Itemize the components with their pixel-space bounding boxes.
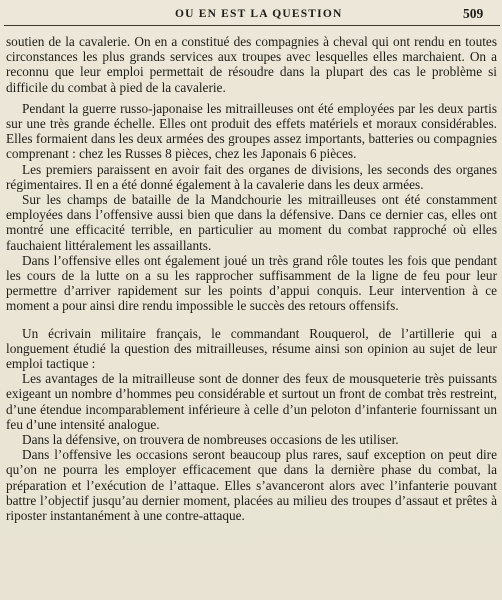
header-rule: [4, 25, 500, 26]
paragraph: Pendant la guerre russo-japonaise les mitrailleuses ont été employées par les deux partis sur une très grande échelle. Elles ont produit des effets matériels et moraux considérables. Elles formaient dans les deux armées des groupes assez importants, batteries ou compagnies comprenant : chez les Russes 8 pièces, chez les Japonais 6 pièces.: [6, 100, 497, 162]
paragraph: Sur les champs de bataille de la Mandchourie les mitrailleuses ont été constamment employées dans l’offensive aussi bien que dans la défensive. Dans ce dernier cas, elles ont montré une efficacité terrible, en particulier au moment du combat rapproché où elles fauchaient littéralement les assaillants.: [6, 192, 497, 253]
paragraph: Les premiers paraissent en avoir fait des organes de divisions, les seconds des organes régimentaires. Il en a été donné également à la cavalerie dans les deux armées.: [6, 161, 497, 192]
quoted-paragraph: Dans la défensive, on trouvera de nombreuses occasions de les utiliser.: [22, 432, 399, 448]
quoted-paragraph: Les avantages de la mitrailleuse sont de donner des feux de mousqueterie très puissants exigeant un nombre d’hommes peu considérable et surtout un front de combat très restreint, d’une étendue incomparablement inférieure à celle d’un peloton d’infanterie fournissant un feu d’une intensité analogue.: [6, 371, 497, 432]
paragraph: Un écrivain militaire français, le commandant Rouquerol, de l’artillerie qui a longuement étudié la question des mitrailleuses, résume ainsi son opinion au sujet de leur emploi tactique :: [6, 325, 497, 372]
body-text: [6, 34, 497, 523]
quoted-paragraph: Dans l’offensive les occasions seront beaucoup plus rares, sauf exception on peut dire qu’on ne pourra les employer efficacement que dans la dernière phase du combat, la préparation et l’exécution de l’attaque. Elles s’avanceront alors avec l’infanterie pouvant battre l’objectif jusqu’au dernier moment, placées au milieu des troupes d’assaut et prêtes à riposter instantanément à une contre-attaque.: [6, 447, 497, 524]
page-number: 509: [463, 6, 484, 21]
page-header: [0, 4, 502, 26]
paragraph: soutien de la cavalerie. On en a constitué des compagnies à cheval qui ont rendu en toutes circonstances les plus grands services aux troupes avec lesquelles elles marchaient. On a reconnu que leur emploi permettait de résoudre dans la plupart des cas le problème si difficile du combat à pied de la cavalerie.: [6, 34, 497, 95]
paragraph: Dans l’offensive elles ont également joué un très grand rôle toutes les fois que pendant les cours de la lutte on a su les rapprocher suffisamment de la ligne de feu pour leur permettre d’arriver rapidement sur les points d’appui conquis. Leur intervention à ce moment a pour ainsi dire rendu impossible le succès des retours offensifs.: [6, 252, 497, 314]
running-title: OU EN EST LA QUESTION: [175, 8, 343, 20]
